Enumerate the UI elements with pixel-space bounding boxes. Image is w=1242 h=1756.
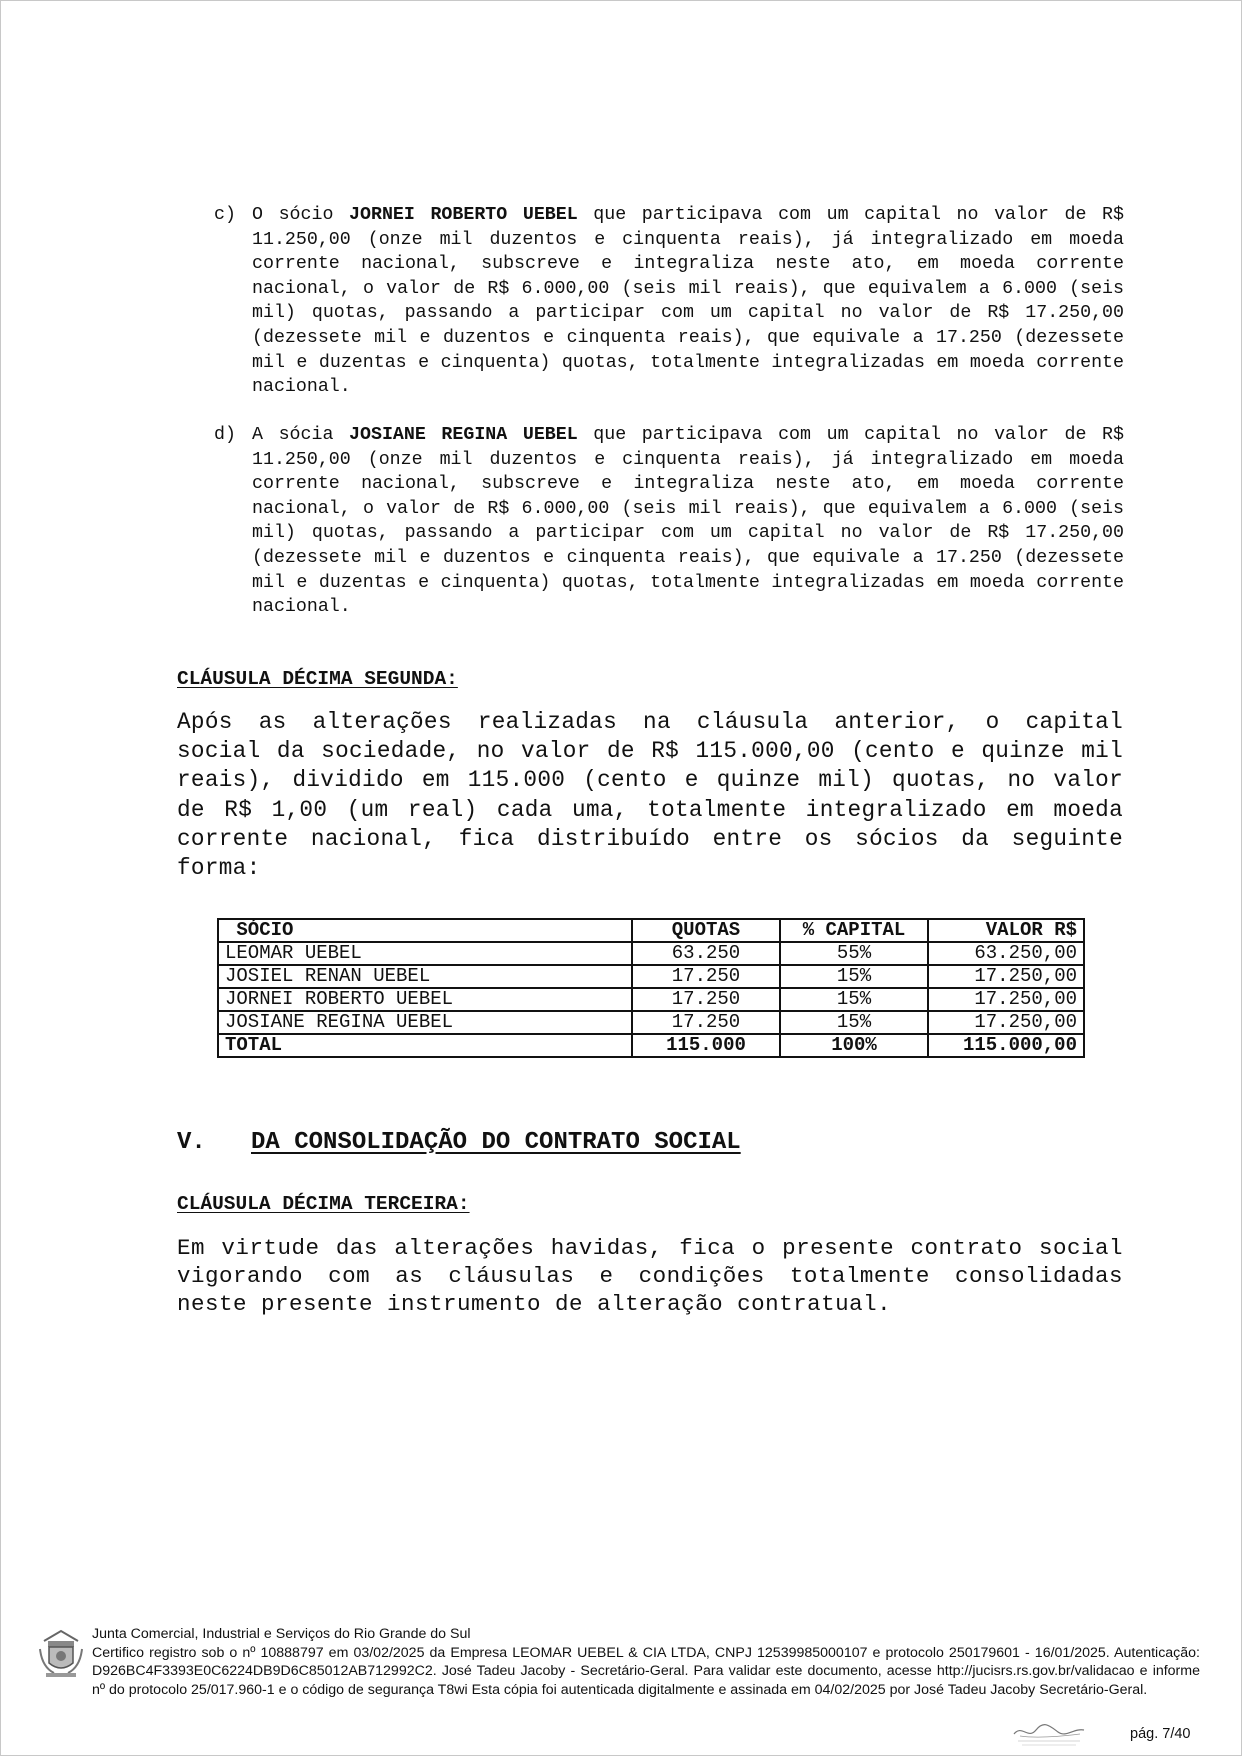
header-valor: VALOR R$: [928, 919, 1084, 942]
item-body: que participava com um capital no valor de R$ 11.250,00 (onze mil duzentos e cinquenta reais), já integralizado em moeda corrente nacional, subscreve e integraliza neste ato, em moeda corrente nacional, o valor de R$ 6.000,00 (seis mil reais), que equivalem a 6.000 (seis mil) quotas, passando a participar com um capital no valor de R$ 17.250,00 (dezessete mil e duzentos e cinquenta reais), que equivale a 17.250 (dezessete mil e duzentas e cinquenta) quotas, totalmente integralizadas em moeda corrente nacional.: [252, 205, 1124, 398]
total-capital: 100%: [780, 1034, 928, 1057]
footer-certificate: Certifico registro sob o nº 10888797 em 03/02/2025 da Empresa LEOMAR UEBEL & CIA LTDA, CNPJ 12539985000107 e protocolo 250179601 - 16/01/2025. Autenticação: D926BC4F3393E0C6224DB9D6C85012AB712992C2. José Tadeu Jacoby - Secretário-Geral. Para validar este documento, acesse http://jucisrs.rs.gov.br/validacao e informe nº do protocolo 25/017.960-1 e o código de segurança T8wi Esta cópia foi autenticada digitalmente e assinada em 04/02/2025 por José Tadeu Jacoby Secretário-Geral.: [92, 1644, 1200, 1698]
page-number: pág. 7/40: [1130, 1726, 1191, 1742]
cell-quotas: 17.250: [632, 1011, 780, 1034]
footer-institution: Junta Comercial, Industrial e Serviços do Rio Grande do Sul: [92, 1626, 471, 1642]
header-capital: % CAPITAL: [780, 919, 928, 942]
item-marker: d): [214, 425, 236, 445]
table-row: [218, 988, 1084, 1011]
list-item-d: [214, 423, 1124, 620]
cell-valor: 17.250,00: [928, 988, 1084, 1011]
partner-name: JOSIANE REGINA UEBEL: [349, 425, 578, 445]
cell-valor: 63.250,00: [928, 942, 1084, 965]
cell-quotas: 63.250: [632, 942, 780, 965]
table-header-row: [218, 919, 1084, 942]
clause-13-heading: CLÁUSULA DÉCIMA TERCEIRA:: [177, 1193, 470, 1215]
header-quotas: QUOTAS: [632, 919, 780, 942]
table-row: [218, 1011, 1084, 1034]
cell-valor: 17.250,00: [928, 1011, 1084, 1034]
cell-socio: JORNEI ROBERTO UEBEL: [218, 988, 632, 1011]
table-row: [218, 965, 1084, 988]
clause-12-text: Após as alterações realizadas na cláusula anterior, o capital social da sociedade, no valor de R$ 115.000,00 (cento e quinze mil reais), dividido em 115.000 (cento e quinze mil) quotas, no valor de R$ 1,00 (um real) cada uma, totalmente integralizado em moeda corrente nacional, fica distribuído entre os sócios da seguinte forma:: [177, 709, 1123, 882]
item-marker: c): [214, 205, 236, 225]
section-number: V.: [177, 1129, 206, 1156]
header-socio: SÓCIO: [218, 919, 632, 942]
table-row: [218, 942, 1084, 965]
table-total-row: [218, 1034, 1084, 1057]
item-text: [252, 423, 1124, 620]
cell-capital: 15%: [780, 965, 928, 988]
cell-quotas: 17.250: [632, 965, 780, 988]
total-label: TOTAL: [218, 1034, 632, 1057]
total-quotas: 115.000: [632, 1034, 780, 1057]
cell-capital: 55%: [780, 942, 928, 965]
cell-valor: 17.250,00: [928, 965, 1084, 988]
clause-13-text: Em virtude das alterações havidas, fica o presente contrato social vigorando com as cláusulas e condições totalmente consolidadas neste presente instrumento de alteração contratual.: [177, 1235, 1123, 1318]
cell-socio: JOSIEL RENAN UEBEL: [218, 965, 632, 988]
cell-socio: JOSIANE REGINA UEBEL: [218, 1011, 632, 1034]
cell-socio: LEOMAR UEBEL: [218, 942, 632, 965]
signature-image: [1010, 1718, 1088, 1748]
cell-quotas: 17.250: [632, 988, 780, 1011]
item-prefix: A sócia: [252, 425, 350, 445]
item-text: [252, 203, 1124, 400]
registration-footer: [92, 1625, 1200, 1699]
list-item-c: [214, 203, 1124, 400]
partner-name: JORNEI ROBERTO UEBEL: [349, 205, 578, 225]
section-title: DA CONSOLIDAÇÃO DO CONTRATO SOCIAL: [251, 1129, 741, 1156]
coat-of-arms-icon: [38, 1627, 84, 1679]
item-body: que participava com um capital no valor de R$ 11.250,00 (onze mil duzentos e cinquenta reais), já integralizado em moeda corrente nacional, subscreve e integraliza neste ato, em moeda corrente nacional, o valor de R$ 6.000,00 (seis mil reais), que equivalem a 6.000 (seis mil) quotas, passando a participar com um capital no valor de R$ 17.250,00 (dezessete mil e duzentos e cinquenta reais), que equivale a 17.250 (dezessete mil e duzentas e cinquenta) quotas, totalmente integralizadas em moeda corrente nacional.: [252, 425, 1124, 618]
total-valor: 115.000,00: [928, 1034, 1084, 1057]
clause-12-heading: CLÁUSULA DÉCIMA SEGUNDA:: [177, 668, 458, 690]
item-prefix: O sócio: [252, 205, 350, 225]
cell-capital: 15%: [780, 988, 928, 1011]
quotas-table: [217, 918, 1085, 1058]
cell-capital: 15%: [780, 1011, 928, 1034]
